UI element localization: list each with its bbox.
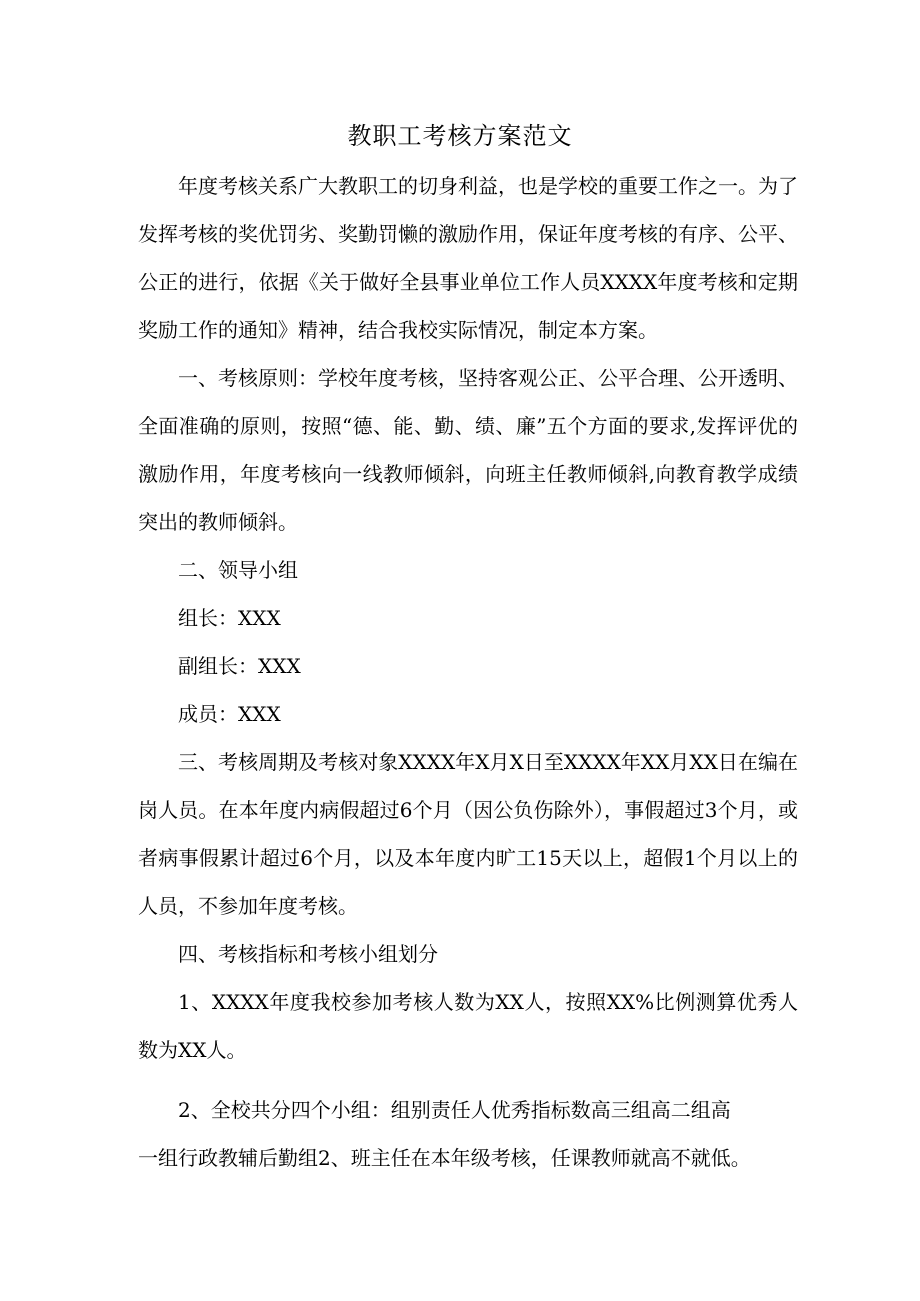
assessment-period-paragraph: 三、考核周期及考核对象XXXX年X月X日至XXXX年XX月XX日在编在岗人员。在本年度内病假超过6个月（因公负伤除外），事假超过3个月，或者病事假累计超过6个月，以及本年度内旷工15天以上，超假1个月以上的人员，不参加年度考核。	[138, 750, 798, 918]
indicators-heading: 四、考核指标和考核小组划分	[178, 942, 438, 966]
group-leader-line: 组长：XXX	[178, 606, 281, 630]
deputy-leader-line: 副组长：XXX	[178, 654, 301, 678]
item-1-paragraph: 1、XXXX年度我校参加考核人数为XX人，按照XX%比例测算优秀人数为XX人。	[138, 990, 798, 1062]
members-line: 成员：XXX	[178, 702, 281, 726]
item-2-line-1: 2、全校共分四个小组：组别责任人优秀指标数高三组高二组高	[178, 1098, 731, 1122]
intro-paragraph: 年度考核关系广大教职工的切身利益，也是学校的重要工作之一。为了发挥考核的奖优罚劣、奖勤罚懒的激励作用，保证年度考核的有序、公平、公正的进行，依据《关于做好全县事业单位工作人员XXXX年度考核和定期奖励工作的通知》精神，结合我校实际情况，制定本方案。	[138, 174, 798, 342]
document-title: 教职工考核方案范文	[347, 122, 573, 150]
assessment-principles-paragraph: 一、考核原则：学校年度考核，坚持客观公正、公平合理、公开透明、全面准确的原则，按照“德、能、勤、绩、廉”五个方面的要求,发挥评优的激励作用，年度考核向一线教师倾斜，向班主任教师倾斜,向教育教学成绩突出的教师倾斜。	[138, 366, 798, 534]
leadership-group-heading: 二、领导小组	[178, 558, 298, 582]
item-2-line-2: 一组行政教辅后勤组2、班主任在本年级考核，任课教师就高不就低。	[138, 1146, 751, 1170]
